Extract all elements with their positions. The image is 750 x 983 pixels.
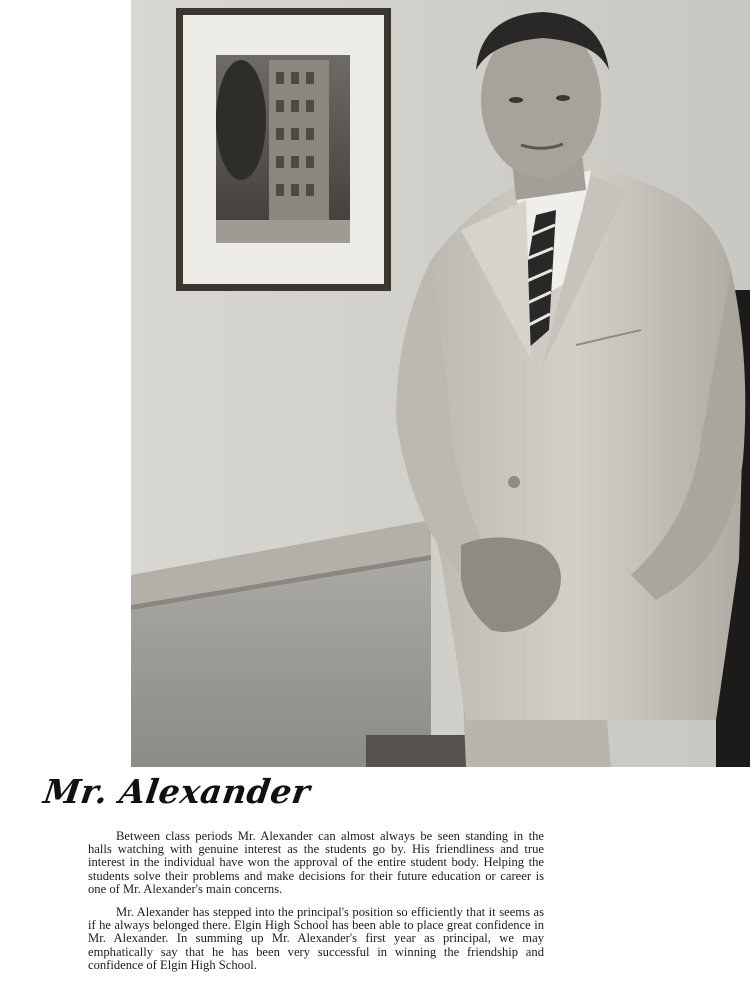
framed-picture: [176, 8, 391, 291]
page-heading: Mr. Alexander: [41, 772, 313, 811]
portrait-photo: [131, 0, 750, 767]
paragraph: Between class periods Mr. Alexander can almost always be seen standing in the halls watching with genuine interest as the students go by. His friendliness and true interest in the individual have won the approval of the entire student body. Helping the students solve their problems and make decisions for their future education or career is one of Mr. Alexander's main concerns.: [88, 829, 544, 896]
article-body: [88, 830, 544, 982]
paragraph: Mr. Alexander has stepped into the principal's position so efficiently that it seems as if he always belonged there. Elgin High School has been able to place great confidence in Mr. Alexander. In summing up Mr. Alexander's first year as principal, we may emphatically say that he has been very successful in winning the friendship and confidence of Elgin High School.: [88, 905, 544, 972]
